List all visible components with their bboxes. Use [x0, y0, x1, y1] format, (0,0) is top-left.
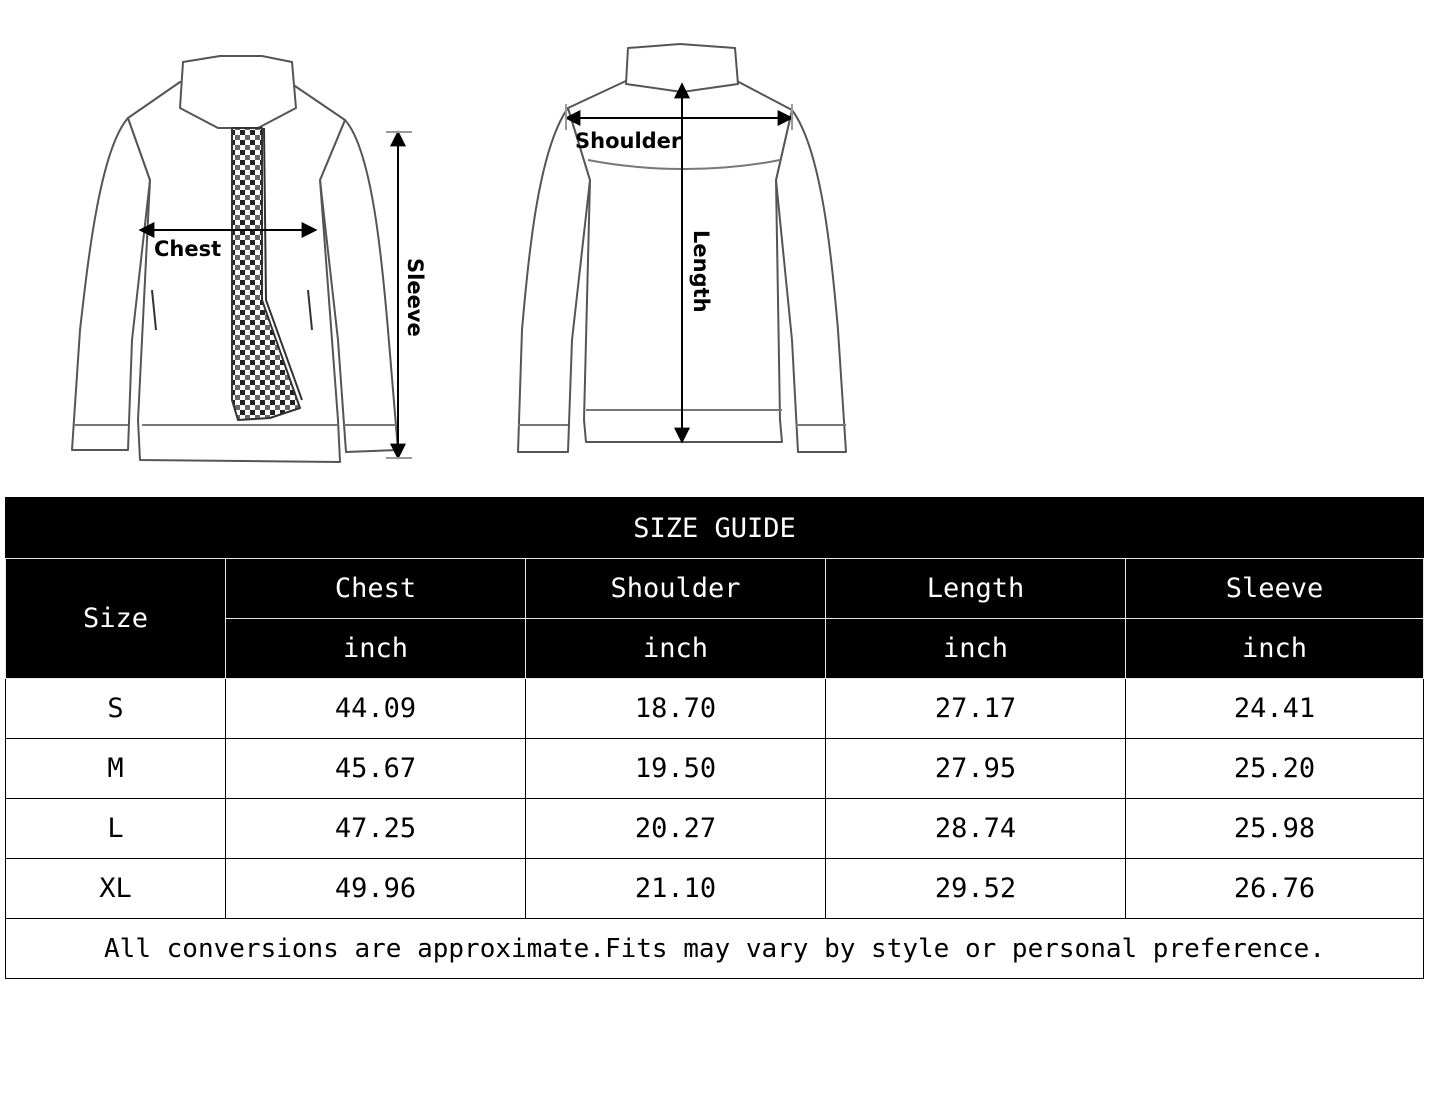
size-cell: M [6, 739, 226, 799]
value-cell: 27.17 [826, 679, 1126, 739]
value-cell: 44.09 [226, 679, 526, 739]
value-cell: 27.95 [826, 739, 1126, 799]
value-cell: 49.96 [226, 859, 526, 919]
table-row [6, 739, 1424, 799]
value-cell: 20.27 [526, 799, 826, 859]
size-guide-table [5, 497, 1424, 979]
shoulder-label: Shoulder [575, 129, 682, 153]
unit-length: inch [826, 619, 1126, 679]
value-cell: 21.10 [526, 859, 826, 919]
disclaimer-note: All conversions are approximate.Fits may vary by style or personal preference. [6, 919, 1424, 979]
table-title: SIZE GUIDE [6, 498, 1424, 559]
sleeve-label: Sleeve [403, 258, 427, 337]
length-label: Length [689, 230, 713, 313]
table-row [6, 859, 1424, 919]
column-header-shoulder: Shoulder [526, 559, 826, 619]
size-cell: L [6, 799, 226, 859]
value-cell: 47.25 [226, 799, 526, 859]
front-jacket-drawing [72, 56, 398, 462]
note-row [6, 919, 1424, 979]
column-header-chest: Chest [226, 559, 526, 619]
value-cell: 18.70 [526, 679, 826, 739]
jacket-illustrations [0, 0, 1430, 490]
value-cell: 45.67 [226, 739, 526, 799]
unit-chest: inch [226, 619, 526, 679]
column-header-length: Length [826, 559, 1126, 619]
size-cell: XL [6, 859, 226, 919]
value-cell: 19.50 [526, 739, 826, 799]
value-cell: 24.41 [1126, 679, 1424, 739]
value-cell: 29.52 [826, 859, 1126, 919]
size-cell: S [6, 679, 226, 739]
value-cell: 26.76 [1126, 859, 1424, 919]
value-cell: 25.20 [1126, 739, 1424, 799]
table-row [6, 799, 1424, 859]
unit-shoulder: inch [526, 619, 826, 679]
value-cell: 28.74 [826, 799, 1126, 859]
column-header-sleeve: Sleeve [1126, 559, 1424, 619]
table-row [6, 679, 1424, 739]
value-cell: 25.98 [1126, 799, 1424, 859]
chest-label: Chest [154, 237, 222, 261]
column-header-row [6, 559, 1424, 619]
size-header: Size [6, 559, 226, 679]
unit-sleeve: inch [1126, 619, 1424, 679]
table-title-row [6, 498, 1424, 559]
